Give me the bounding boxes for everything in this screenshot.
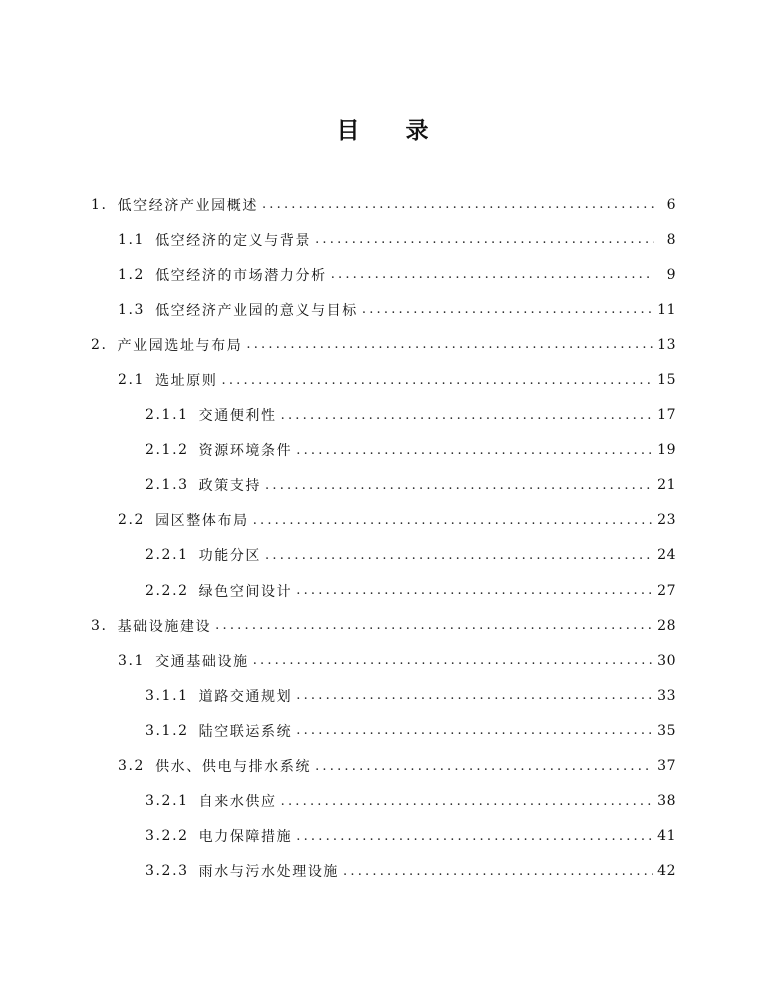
toc-entry-title: 低空经济产业园的意义与目标 xyxy=(155,302,358,319)
toc-entry-page-number: 11 xyxy=(657,301,676,318)
toc-entry-title: 电力保障措施 xyxy=(198,829,293,846)
toc-entry-number: 2.1.2 xyxy=(145,442,189,459)
toc-entry-title: 绿色空间设计 xyxy=(198,583,293,600)
toc-entry-page-number: 15 xyxy=(657,372,676,389)
toc-dot-leader xyxy=(343,864,653,879)
toc-entry[interactable] xyxy=(0,608,676,643)
toc-dot-leader xyxy=(296,443,653,458)
toc-entry-page-number: 8 xyxy=(666,231,676,248)
toc-entry-title: 基础设施建设 xyxy=(117,618,212,635)
toc-dot-leader xyxy=(281,794,654,809)
toc-entry[interactable] xyxy=(0,784,676,819)
toc-dot-leader xyxy=(296,829,653,844)
toc-entry-title: 政策支持 xyxy=(198,478,262,495)
toc-entry-title: 供水、供电与排水系统 xyxy=(155,759,312,776)
toc-entry-number: 3.2.1 xyxy=(145,793,189,810)
toc-entry[interactable] xyxy=(0,819,676,854)
toc-entry-page-number: 24 xyxy=(657,547,676,564)
toc-entry-number: 1.3 xyxy=(118,301,146,318)
toc-entry-title: 自来水供应 xyxy=(198,794,277,811)
toc-entry[interactable] xyxy=(0,538,676,573)
toc-dot-leader xyxy=(296,723,653,738)
toc-entry[interactable] xyxy=(0,678,676,713)
toc-entry-number: 2.1.3 xyxy=(145,477,189,494)
toc-entry-title: 选址原则 xyxy=(155,373,218,390)
toc-entry-title: 交通便利性 xyxy=(198,408,277,425)
toc-entry-number: 3. xyxy=(91,617,108,634)
toc-dot-leader xyxy=(246,337,653,352)
toc-entry[interactable] xyxy=(0,327,676,362)
toc-entry[interactable] xyxy=(0,187,676,222)
toc-entry[interactable] xyxy=(0,362,676,397)
toc-entry-page-number: 38 xyxy=(657,793,676,810)
toc-entry-page-number: 33 xyxy=(657,687,676,704)
toc-entry[interactable] xyxy=(0,573,676,608)
toc-entry-page-number: 42 xyxy=(657,863,676,880)
toc-dot-leader xyxy=(296,688,653,703)
toc-dot-leader xyxy=(253,513,653,528)
toc-entry-page-number: 37 xyxy=(657,758,676,775)
toc-entry-title: 资源环境条件 xyxy=(198,443,293,460)
toc-entry[interactable] xyxy=(0,398,676,433)
toc-dot-leader xyxy=(315,232,654,247)
toc-entry[interactable] xyxy=(0,643,676,678)
toc-entry-title: 道路交通规划 xyxy=(198,688,293,705)
toc-entry-number: 2.1.1 xyxy=(145,407,189,424)
toc-entry-page-number: 21 xyxy=(657,477,676,494)
toc-entry[interactable] xyxy=(0,292,676,327)
toc-entry-page-number: 23 xyxy=(657,512,676,529)
toc-dot-leader xyxy=(296,583,653,598)
toc-entry-page-number: 35 xyxy=(657,722,676,739)
toc-entry[interactable] xyxy=(0,854,676,889)
toc-entry-number: 2.2 xyxy=(118,512,146,529)
toc-dot-leader xyxy=(265,548,653,563)
toc-entry[interactable] xyxy=(0,749,676,784)
toc-entry-number: 3.1 xyxy=(118,652,146,669)
toc-dot-leader xyxy=(253,653,653,668)
toc-entry[interactable] xyxy=(0,503,676,538)
toc-entry-title: 功能分区 xyxy=(198,548,262,565)
toc-dot-leader xyxy=(262,197,654,212)
toc-entry-page-number: 6 xyxy=(666,196,676,213)
toc-entry-number: 2.1 xyxy=(118,372,146,389)
toc-entry-page-number: 28 xyxy=(657,617,676,634)
toc-entry-page-number: 27 xyxy=(657,582,676,599)
toc-entry-title: 低空经济产业园概述 xyxy=(117,197,258,214)
toc-entry-number: 3.2.3 xyxy=(145,863,189,880)
toc-entry-number: 1.2 xyxy=(118,266,146,283)
toc-dot-leader xyxy=(315,759,653,774)
toc-entry-title: 低空经济的市场潜力分析 xyxy=(155,267,327,284)
toc-entry-title: 陆空联运系统 xyxy=(198,723,293,740)
toc-dot-leader xyxy=(265,478,653,493)
toc-dot-leader xyxy=(221,373,653,388)
toc-entry-number: 3.1.2 xyxy=(145,722,189,739)
toc-entry-title: 交通基础设施 xyxy=(155,653,249,670)
toc-entry-title: 园区整体布局 xyxy=(155,513,249,530)
toc-entry-number: 1.1 xyxy=(118,231,146,248)
toc-entry-number: 1. xyxy=(91,196,108,213)
toc-entry[interactable] xyxy=(0,433,676,468)
toc-entry-title: 产业园选址与布局 xyxy=(117,337,243,354)
toc-entry-number: 2.2.1 xyxy=(145,547,189,564)
toc-dot-leader xyxy=(215,618,653,633)
toc-entry-number: 3.2 xyxy=(118,758,146,775)
toc-dot-leader xyxy=(362,302,653,317)
toc-entry-page-number: 17 xyxy=(657,407,676,424)
toc-entry[interactable] xyxy=(0,713,676,748)
toc-entry-title: 低空经济的定义与背景 xyxy=(155,232,312,249)
toc-dot-leader xyxy=(331,267,654,282)
toc-entry-page-number: 9 xyxy=(666,266,676,283)
toc-entry[interactable] xyxy=(0,468,676,503)
toc-entry-number: 2. xyxy=(91,336,108,353)
toc-dot-leader xyxy=(281,408,654,423)
toc-entry-number: 2.2.2 xyxy=(145,582,189,599)
toc-entry[interactable] xyxy=(0,257,676,292)
toc-entry[interactable] xyxy=(0,222,676,257)
toc-entry-page-number: 13 xyxy=(657,336,676,353)
toc-entry-page-number: 41 xyxy=(657,828,676,845)
toc-entry-number: 3.2.2 xyxy=(145,828,189,845)
page-title: 目 录 xyxy=(336,118,429,144)
toc-entry-number: 3.1.1 xyxy=(145,687,189,704)
toc-entry-page-number: 30 xyxy=(657,652,676,669)
toc-entry-title: 雨水与污水处理设施 xyxy=(198,864,340,881)
toc-entry-page-number: 19 xyxy=(657,442,676,459)
toc-list xyxy=(0,187,765,889)
